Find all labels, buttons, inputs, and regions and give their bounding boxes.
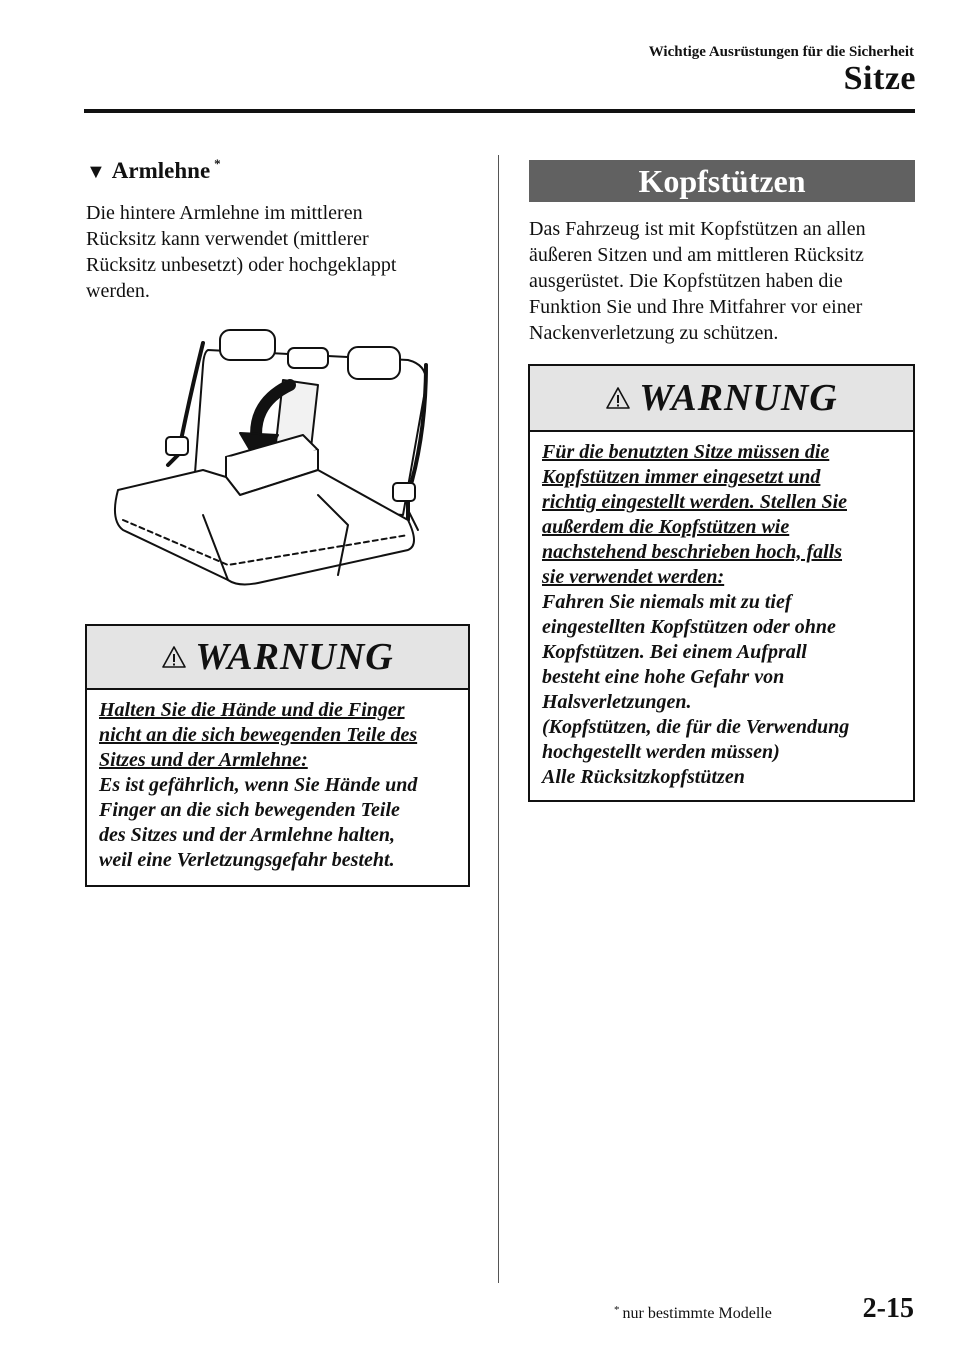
warning-line: besteht eine hohe Gefahr von [542,666,785,688]
warning-line: Es ist gefährlich, wenn Sie Hände und [99,774,418,796]
warning-underlined-line: nachstehend beschrieben hoch, falls [542,541,843,563]
paragraph-line: Die hintere Armlehne im mittleren [86,202,363,224]
warning-line: Alle Rücksitzkopfstützen [542,766,745,788]
rear-seat-armrest-illustration [108,325,448,590]
warning-line: weil eine Verletzungsgefahr besteht. [99,849,395,871]
warning-title: WARNUNG [639,377,838,419]
warning-body [530,432,913,800]
warning-line: eingestellten Kopfstützen oder ohne [542,616,836,638]
warning-underlined-line: Halten Sie die Hände und die Finger [99,699,405,721]
paragraph-line: äußeren Sitzen und am mittleren Rücksitz [529,244,864,266]
warning-underlined-line: Für die benutzten Sitze müssen die [542,441,830,463]
armlehne-heading-text: Armlehne [111,158,211,183]
section-marker-icon: ▼ [86,161,106,183]
warning-line: Kopfstützen. Bei einem Aufprall [542,641,807,663]
paragraph-line: Das Fahrzeug ist mit Kopfstützen an allen [529,218,866,240]
warning-underlined-line: Sitzes und der Armlehne: [99,749,308,771]
kopfstuetzen-paragraph [529,216,919,346]
paragraph-line: ausgerüstet. Die Kopfstützen haben die [529,270,843,292]
page-title: Sitze [843,60,916,97]
warning-line: Fahren Sie niemals mit zu tief [542,591,792,613]
header-rule [84,109,915,113]
armlehne-paragraph [86,200,486,304]
armlehne-heading [86,158,221,184]
warning-triangle-icon [161,645,187,669]
footer-note-text: nur bestimmte Modelle [622,1305,772,1322]
warning-body [87,690,468,883]
warning-underlined-line: außerdem die Kopfstützen wie [542,516,790,538]
paragraph-line: werden. [86,280,150,302]
headrest-warning-box [528,364,915,802]
warning-line: Halsverletzungen. [542,691,692,713]
warning-line: hochgestellt werden müssen) [542,741,780,763]
warning-header [530,366,913,432]
kopfstuetzen-section-title: Kopfstützen [529,160,915,202]
warning-underlined-line: sie verwendet werden: [542,566,725,588]
warning-underlined-line: nicht an die sich bewegenden Teile des [99,724,418,746]
warning-line: (Kopfstützen, die für die Verwendung [542,716,850,738]
warning-underlined-line: richtig eingestellt werden. Stellen Sie [542,491,847,513]
paragraph-line: Funktion Sie und Ihre Mitfahrer vor einer [529,296,863,318]
armrest-warning-box [85,624,470,887]
warning-line: Finger an die sich bewegenden Teile [99,799,400,821]
warning-line: des Sitzes und der Armlehne halten, [99,824,395,846]
warning-title: WARNUNG [195,636,394,678]
column-divider [498,155,499,1283]
page-number: 2-15 [862,1293,914,1324]
paragraph-line: Nackenverletzung zu schützen. [529,322,779,344]
warning-triangle-icon [605,386,631,410]
paragraph-line: Rücksitz unbesetzt) oder hochgeklappt [86,254,397,276]
warning-underlined-line: Kopfstützen immer eingesetzt und [542,466,821,488]
warning-header [87,626,468,690]
footer-note [610,1305,772,1323]
optional-equipment-star: * [214,156,221,171]
footer-star: * [614,1304,620,1316]
running-header-section: Wichtige Ausrüstungen für die Sicherheit [648,44,914,60]
paragraph-line: Rücksitz kann verwendet (mittlerer [86,228,369,250]
